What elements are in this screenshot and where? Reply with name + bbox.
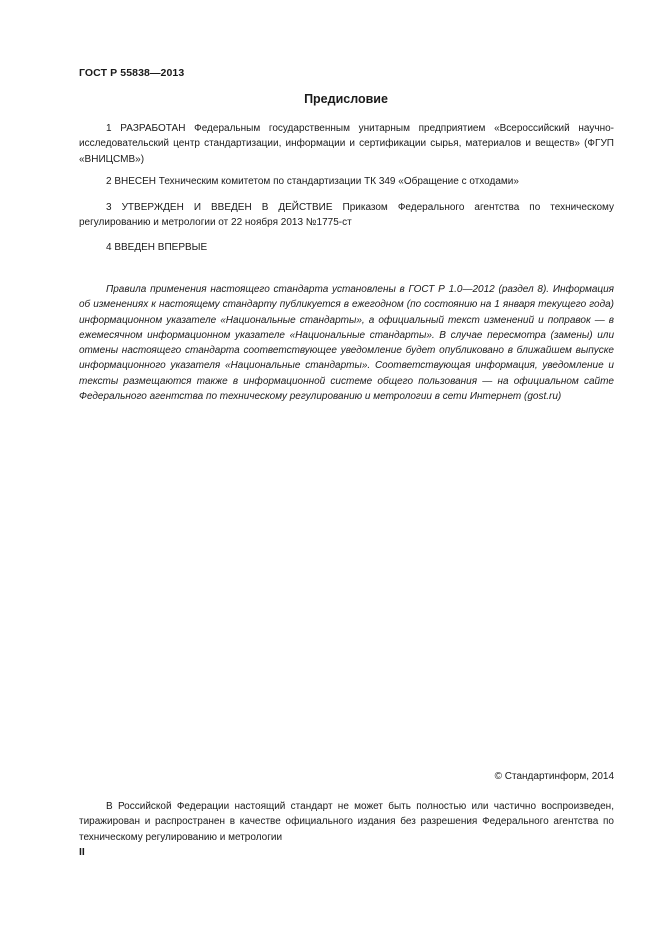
copyright: © Стандартинформ, 2014: [494, 771, 614, 782]
legal-notice: В Российской Федерации настоящий стандарт не может быть полностью или частично воспроизведен, тиражирован и распространен в качестве официального издания без разрешения Федерального агентства по техническому регулированию и метрологии: [79, 801, 614, 843]
document-code: ГОСТ Р 55838—2013: [79, 67, 185, 79]
page-title: Предисловие: [304, 92, 388, 106]
foreword-item-3: 3 УТВЕРЖДЕН И ВВЕДЕН В ДЕЙСТВИЕ Приказом Федерального агентства по техническому регулированию и метрологии от 22 ноября 2013 №1775-ст: [79, 202, 614, 229]
foreword-item-1: 1 РАЗРАБОТАН Федеральным государственным унитарным предприятием «Всероссийский научно-исследовательский центр стандартизации, информации и сертификации сырья, материалов и веществ» (ФГУП «ВНИЦСМВ»): [79, 123, 614, 165]
standard-notice: Правила применения настоящего стандарта установлены в ГОСТ Р 1.0—2012 (раздел 8). Информация об изменениях к настоящему стандарту публикуется в ежегодном (по состоянию на 1 января текущего года) информационном указателе «Национальные стандарты», а официальный текст изменений и поправок — в ежемесячном информационном указателе «Национальные стандарты». В случае пересмотра (замены) или отмены настоящего стандарта соответствующее уведомление будет опубликовано в ближайшем выпуске информационного указателя «Национальные стандарты». Соответствующая информация, уведомление и тексты размещаются также в информационной системе общего пользования — на официальном сайте Федерального агентства по техническому регулированию и метрологии в сети Интернет (gost.ru): [79, 284, 614, 403]
page-number: II: [79, 846, 85, 858]
foreword-item-4: 4 ВВЕДЕН ВПЕРВЫЕ: [106, 242, 208, 253]
foreword-item-2: 2 ВНЕСЕН Техническим комитетом по стандартизации ТК 349 «Обращение с отходами»: [106, 176, 519, 187]
